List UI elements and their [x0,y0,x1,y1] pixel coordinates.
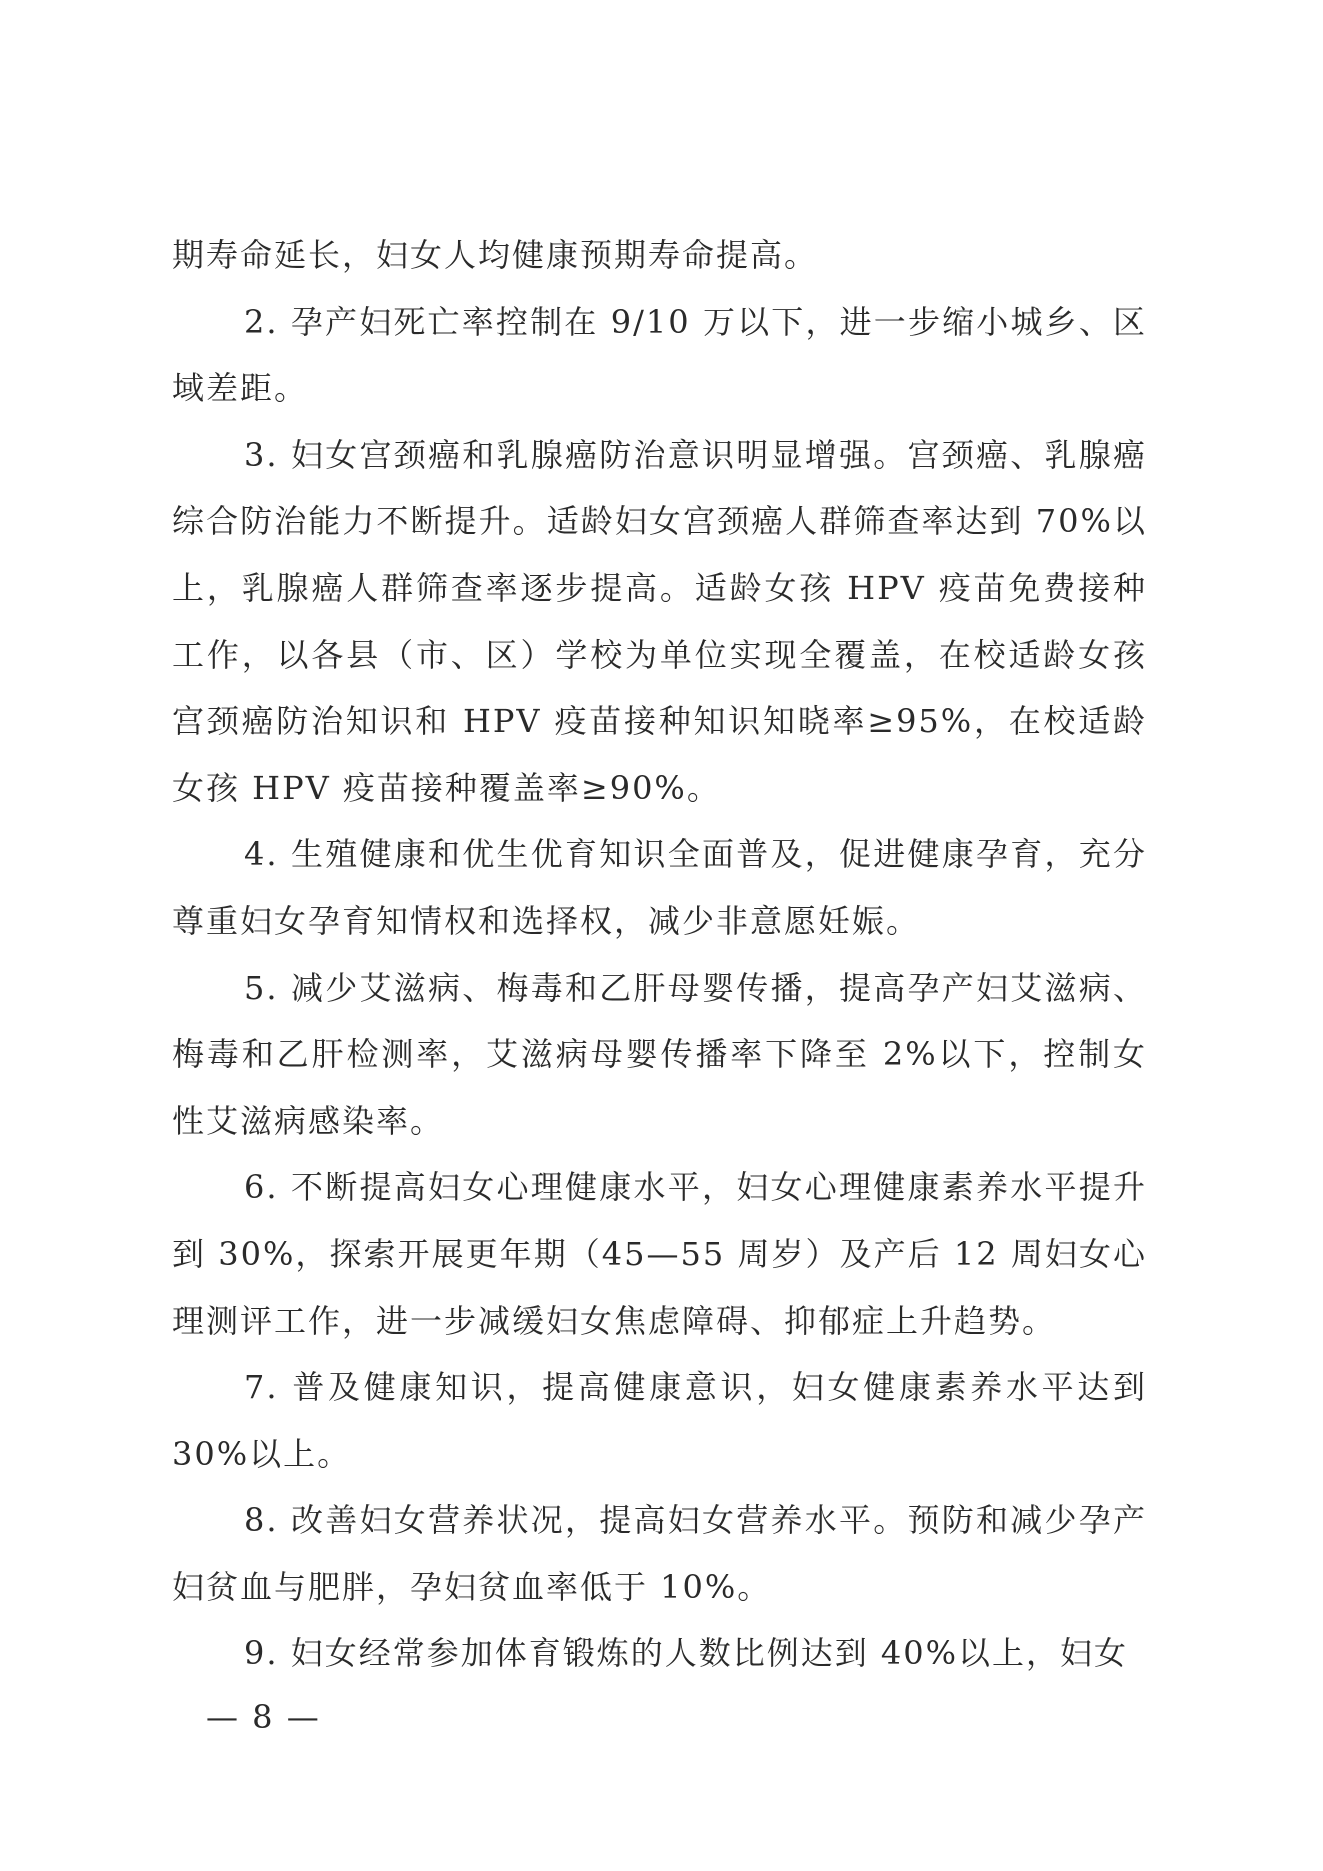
paragraph-item-5: 5. 减少艾滋病、梅毒和乙肝母婴传播，提高孕产妇艾滋病、梅毒和乙肝检测率，艾滋病母婴传播率下降至 2%以下，控制女性艾滋病感染率。 [172,968,1147,1140]
paragraph-item-3: 3. 妇女宫颈癌和乳腺癌防治意识明显增强。宫颈癌、乳腺癌综合防治能力不断提升。适龄妇女宫颈癌人群筛查率达到 70%以上，乳腺癌人群筛查率逐步提高。适龄女孩 HPV 疫苗免费接种工作，以各县（市、区）学校为单位实现全覆盖，在校适龄女孩宫颈癌防治知识和 HPV 疫苗接种知识知晓率≥95%，在校适龄女孩 HPV 疫苗接种覆盖率≥90%。 [172,435,1147,807]
paragraph-item-4: 4. 生殖健康和优生优育知识全面普及，促进健康孕育，充分尊重妇女孕育知情权和选择权，减少非意愿妊娠。 [172,835,1147,940]
paragraph-item-8: 8. 改善妇女营养状况，提高妇女营养水平。预防和减少孕产妇贫血与肥胖，孕妇贫血率低于 10%。 [172,1501,1147,1606]
paragraph-continuation: 期寿命延长，妇女人均健康预期寿命提高。 [172,236,819,274]
paragraph-item-6: 6. 不断提高妇女心理健康水平，妇女心理健康素养水平提升到 30%，探索开展更年期（45—55 周岁）及产后 12 周妇女心理测评工作，进一步减缓妇女焦虑障碍、抑郁症上升趋势。 [172,1168,1147,1340]
paragraph-item-2: 2. 孕产妇死亡率控制在 9/10 万以下，进一步缩小城乡、区域差距。 [172,302,1147,408]
paragraph-item-7: 7. 普及健康知识，提高健康意识，妇女健康素养水平达到 30%以上。 [172,1368,1147,1473]
body-text [172,222,1147,1687]
page-number: — 8 — [206,1698,321,1736]
paragraph-item-9: 9. 妇女经常参加体育锻炼的人数比例达到 40%以上，妇女 [244,1634,1129,1673]
